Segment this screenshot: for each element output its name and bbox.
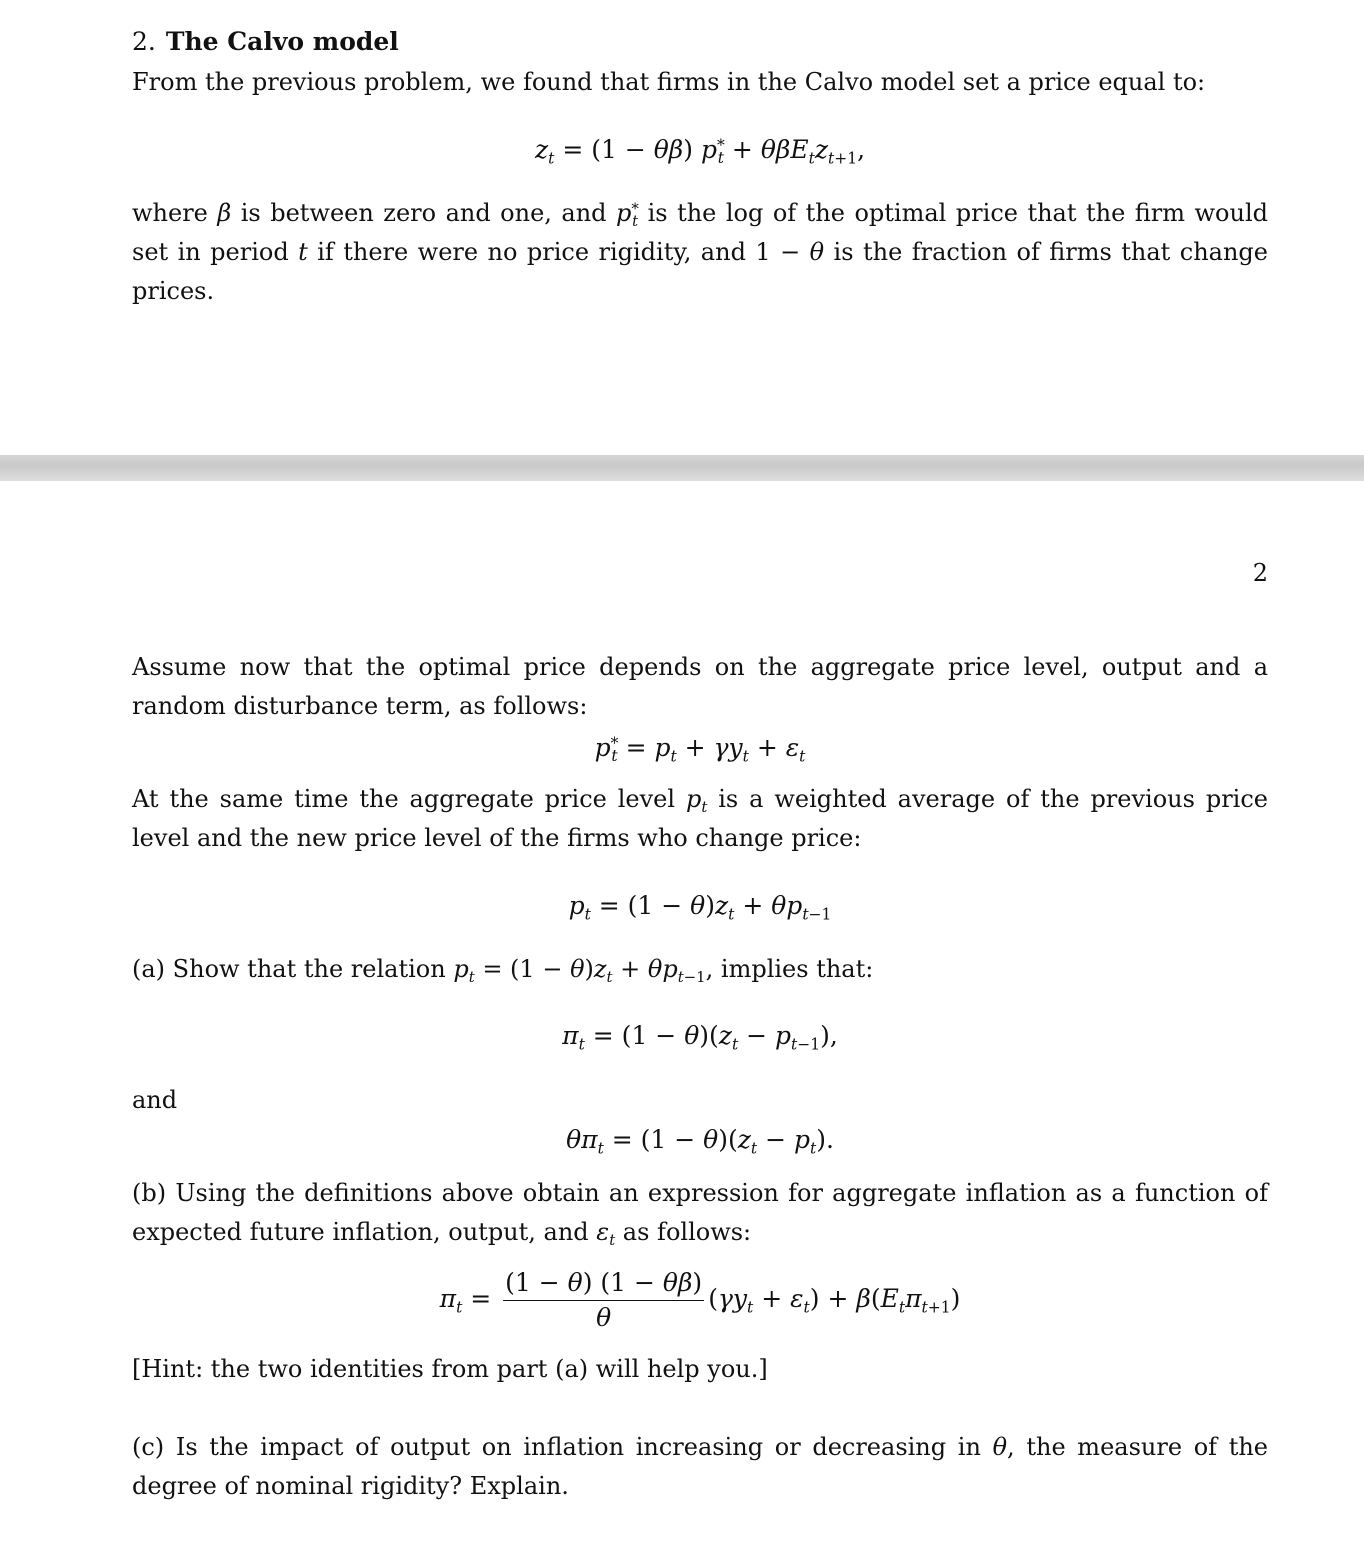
- section-title: The Calvo model: [165, 27, 399, 56]
- intro-paragraph: From the previous problem, we found that firms in the Calvo model set a price equal to:: [132, 68, 1206, 96]
- part-b-paragraph: (b) Using the definitions above obtain an expression for aggregate inflation as a function of expected future inflation, output, and $\varepsilon_t$ as follows:: [132, 1179, 1268, 1250]
- section-heading: [132, 24, 399, 60]
- fraction: $\frac{(1 - \theta) (1 - \theta\beta)}{\theta}$: [505, 1268, 703, 1332]
- section-number: 2.: [132, 27, 156, 56]
- part-c-paragraph: (c) Is the impact of output on inflation increasing or decreasing in θ, the measure of the degree of nominal rigidity? Explain.: [132, 1433, 1268, 1500]
- equation-inflation-1: $\pi_t = (1 - \theta)(z_t - p_{t-1})$,: [562, 1021, 838, 1054]
- page-number: 2: [1252, 559, 1268, 587]
- hint-text: [Hint: the two identities from part (a) will help you.]: [132, 1355, 768, 1383]
- equation-inflation-2: $\theta\pi_t = (1 - \theta)(z_t - p_t)$.: [566, 1125, 834, 1158]
- equation-price-level: $p_t = (1 - \theta)z_t + \theta p_{t-1}$: [568, 891, 832, 924]
- where-paragraph: where β is between zero and one, and $p^*_t$ is the log of the optimal price that the firm would set in period t if there were no price rigidity, and 1 − θ is the fraction of firms that change prices.: [132, 199, 1268, 305]
- and-text: and: [132, 1086, 178, 1114]
- equation-reset-price: $z_t = (1 - \theta\beta) p^*_t + \theta\beta E_tz_{t+1}$,: [534, 135, 866, 168]
- equation-optimal-price: $p^*_t = p_t + \gamma y_t + \varepsilon_t$: [594, 733, 806, 766]
- page-separator: [0, 455, 1364, 481]
- same-time-paragraph: At the same time the aggregate price level $p_t$ is a weighted average of the previous price level and the new price level of the firms who change price:: [132, 785, 1268, 852]
- part-a-paragraph: (a) Show that the relation $p_t = (1 - \theta)z_t + \theta p_{t-1}$, implies that:: [132, 955, 874, 987]
- assume-paragraph: Assume now that the optimal price depends on the aggregate price level, output and a random disturbance term, as follows:: [132, 653, 1268, 720]
- page-top: [0, 0, 1364, 455]
- equation-phillips-curve: $\pi_t$ = $\frac{(1 - \theta) (1 - \theta\beta)}{\theta}$ $(\gamma y_t + \varepsilon_t) + \beta(E_t\pi_{t+1})$: [439, 1268, 961, 1332]
